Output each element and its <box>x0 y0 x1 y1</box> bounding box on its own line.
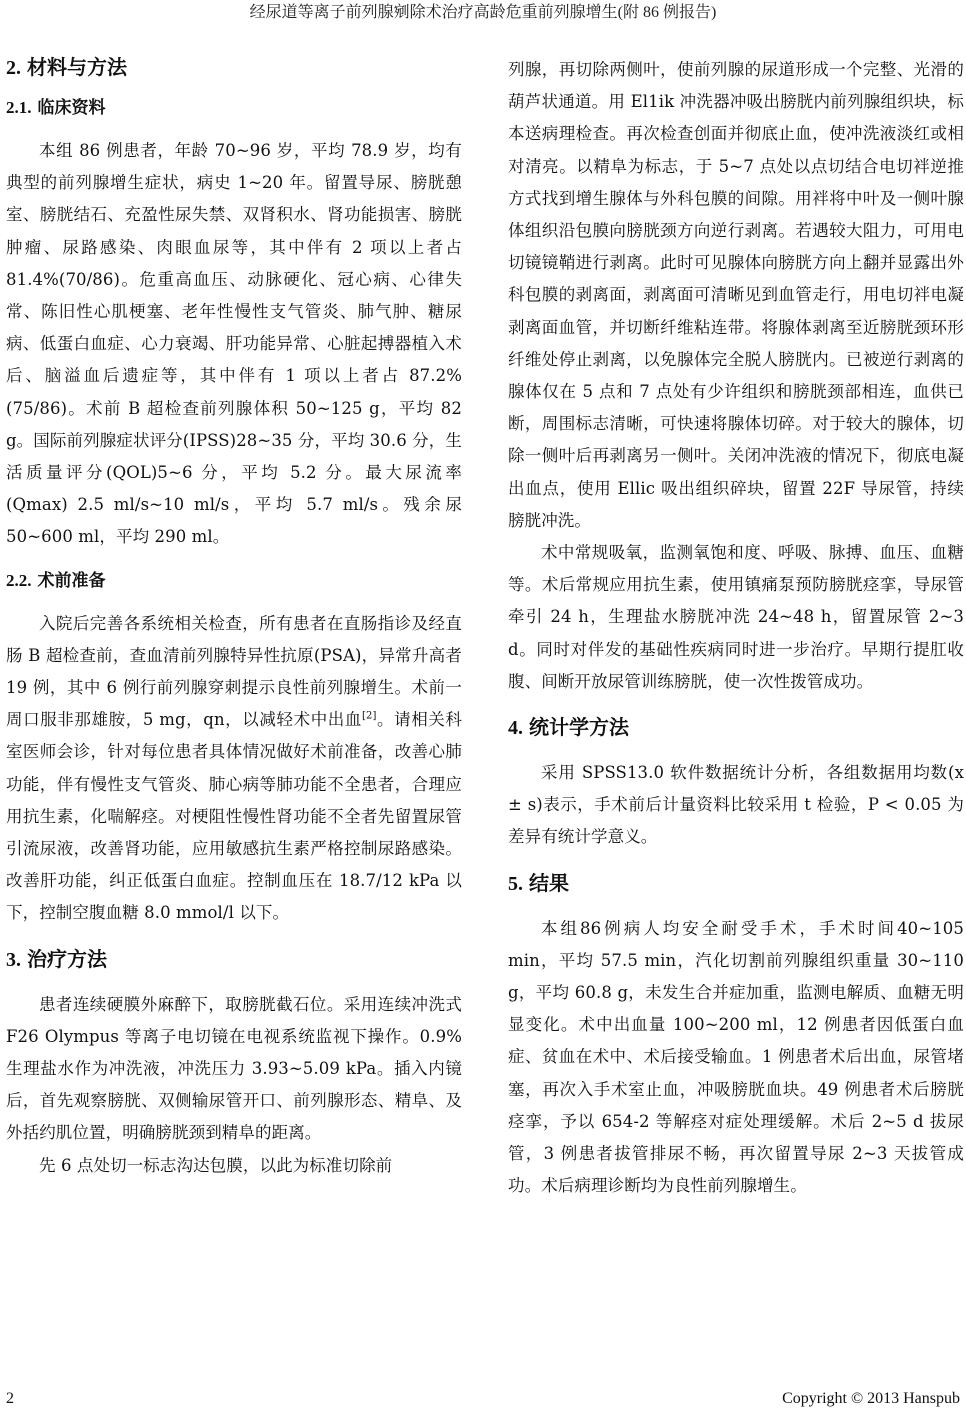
left-column <box>6 52 462 1182</box>
clinical-data-paragraph: 本组 86 例患者，年龄 70~96 岁，平均 78.9 岁，均有典型的前列腺增生症状，病史 1~20 年。留置导尿、膀胱憩室、膀胱结石、充盈性尿失禁、双肾积水、肾功能损害、膀胱肿瘤、尿路感染、肉眼血尿等，其中伴有 2 项以上者占 81.4%(70/86)。危重高血压、动脉硬化、冠心病、心律失常、陈旧性心肌梗塞、老年性慢性支气管炎、肺气肿、糖尿病、低蛋白血症、心力衰竭、肝功能异常、心脏起搏器植入术后、脑溢血后遗症等，其中伴有 1 项以上者占 87.2%(75/86)。术前 B 超检查前列腺体积 50~125 g，平均 82 g。国际前列腺症状评分(IPSS)28~35 分，平均 30.6 分，生活质量评分(QOL)5~6 分，平均 5.2 分。最大尿流率(Qmax) 2.5 ml/s~10 ml/s，平均 5.7 ml/s。残余尿 50~600 ml，平均 290 ml。 <box>6 141 462 547</box>
subsection-heading-clinical-data <box>6 93 462 123</box>
results-paragraph: 本组86例病人均安全耐受手术，手术时间40~105 min，平均 57.5 min，汽化切割前列腺组织重量 30~110 g，平均 60.8 g，未发生合并症加重，监测电解质、血糖无明显变化。术中出血量 100~200 ml，12 例患者因低蛋白血症、贫血在术中、术后接受输血。1 例患者术后出血，尿管堵塞，再次入手术室止血，冲吸膀胱血块。49 例患者术后膀胱痉挛，予以 654-2 等解痉对症处理缓解。术后 2~5 d 拔尿管，3 例患者拔管排尿不畅，再次留置导尿 2~3 天拔管成功。术后病理诊断均为良性前列腺增生。 <box>508 918 964 1196</box>
section-title: 结果 <box>529 870 569 895</box>
section-heading-results <box>508 868 964 899</box>
preop-prep-paragraph <box>6 608 462 930</box>
treatment-paragraph-2-start: 先 6 点处切一标志沟达包膜，以此为标准切除前 <box>39 1155 393 1175</box>
section-heading-statistics <box>508 712 964 743</box>
section-number: 3. <box>6 948 21 971</box>
right-column <box>508 54 964 1203</box>
section-heading-materials-methods <box>6 52 462 83</box>
subsection-title: 术前准备 <box>37 570 106 591</box>
preop-text-a: 入院后完善各系统相关检查，所有患者在直肠指诊及经直肠 B 超检查前，查血清前列腺特异性抗原(PSA)，异常升高者 19 例，其中 6 例行前列腺穿刺提示良性前列腺增生。术前一周口服非那雄胺，5 mg，qn，以减轻术中出血 <box>6 613 462 730</box>
section-number: 5. <box>508 872 523 895</box>
treatment-paragraph-3: 术中常规吸氧，监测氧饱和度、呼吸、脉搏、血压、血糖等。术后常规应用抗生素，使用镇痛泵预防膀胱痉挛，导尿管牵引 24 h，生理盐水膀胱冲洗 24~48 h，留置尿管 2~3 d。同时对伴发的基础性疾病同时进一步治疗。早期行提肛收腹、间断开放尿管训练膀胱，使一次性拨管成功。 <box>508 543 964 691</box>
treatment-paragraph-2-cont: 列腺，再切除两侧叶，使前列腺的尿道形成一个完整、光滑的葫芦状通道。用 El1ik 冲洗器冲吸出膀胱内前列腺组织块，标本送病理检查。再次检查创面并彻底止血，使冲洗液淡红或相对清亮。以精阜为标志，于 5~7 点处以点切结合电切袢逆推方式找到增生腺体与外科包膜的间隙。用袢将中叶及一侧叶腺体组织沿包膜向膀胱颈方向逆行剥离。若遇较大阻力，可用电切镜镜鞘进行剥离。此时可见腺体向膀胱方向上翻并显露出外科包膜的剥离面，剥离面可清晰见到血管走行，用电切袢电凝剥离面血管，并切断纤维粘连带。将腺体剥离至近膀胱颈环形纤维处停止剥离，以免腺体完全脱人膀胱内。已被逆行剥离的腺体仅在 5 点和 7 点处有少许组织和膀胱颈部相连，血供已断，周围标志清晰，可快速将腺体切碎。对于较大的腺体，切除一侧叶后再剥离另一侧叶。关闭冲洗液的情况下，彻底电凝出血点，使用 Ellic 吸出组织碎块，留置 22F 导尿管，持续膀胱冲洗。 <box>508 60 964 530</box>
citation-ref: [2] <box>362 710 377 722</box>
section-number: 4. <box>508 717 523 740</box>
preop-text-b: 。请相关科室医师会诊，针对每位患者具体情况做好术前准备，改善心肺功能，伴有慢性支气管炎、肺心病等肺功能不全患者，合理应用抗生素，化喘解痉。对梗阻性慢性肾功能不全者先留置尿管引流尿液，改善肾功能，应用敏感抗生素严格控制尿路感染。改善肝功能，纠正低蛋白血症。控制血压在 18.7/12 kPa 以下，控制空腹血糖 8.0 mmol/l 以下。 <box>6 710 463 923</box>
section-number: 2. <box>6 57 21 79</box>
statistics-paragraph: 采用 SPSS13.0 软件数据统计分析，各组数据用均数(x ± s)表示，手术前后计量资料比较采用 t 检验，P < 0.05 为差异有统计学意义。 <box>508 763 964 847</box>
section-title: 治疗方法 <box>27 946 107 971</box>
section-heading-treatment <box>6 944 462 975</box>
page-number: 2 <box>6 1390 14 1407</box>
subsection-number: 2.1. <box>6 98 32 117</box>
section-title: 材料与方法 <box>27 55 127 79</box>
subsection-heading-preop-prep <box>6 566 462 596</box>
subsection-number: 2.2. <box>6 570 32 590</box>
running-header: 经尿道等离子前列腺剜除术治疗高龄危重前列腺增生(附 86 例报告) <box>249 4 717 21</box>
copyright-notice: Copyright © 2013 Hanspub <box>782 1390 960 1407</box>
treatment-paragraph-1: 患者连续硬膜外麻醉下，取膀胱截石位。采用连续冲洗式 F26 Olympus 等离子电切镜在电视系统监视下操作。0.9%生理盐水作为冲洗液，冲洗压力 3.93~5.09 kPa。插入内镜后，首先观察膀胱、双侧输尿管开口、前列腺形态、精阜、及外括约肌位置，明确膀胱颈到精阜的距离。 <box>6 994 462 1143</box>
subsection-title: 临床资料 <box>37 98 106 118</box>
section-title: 统计学方法 <box>529 715 629 740</box>
